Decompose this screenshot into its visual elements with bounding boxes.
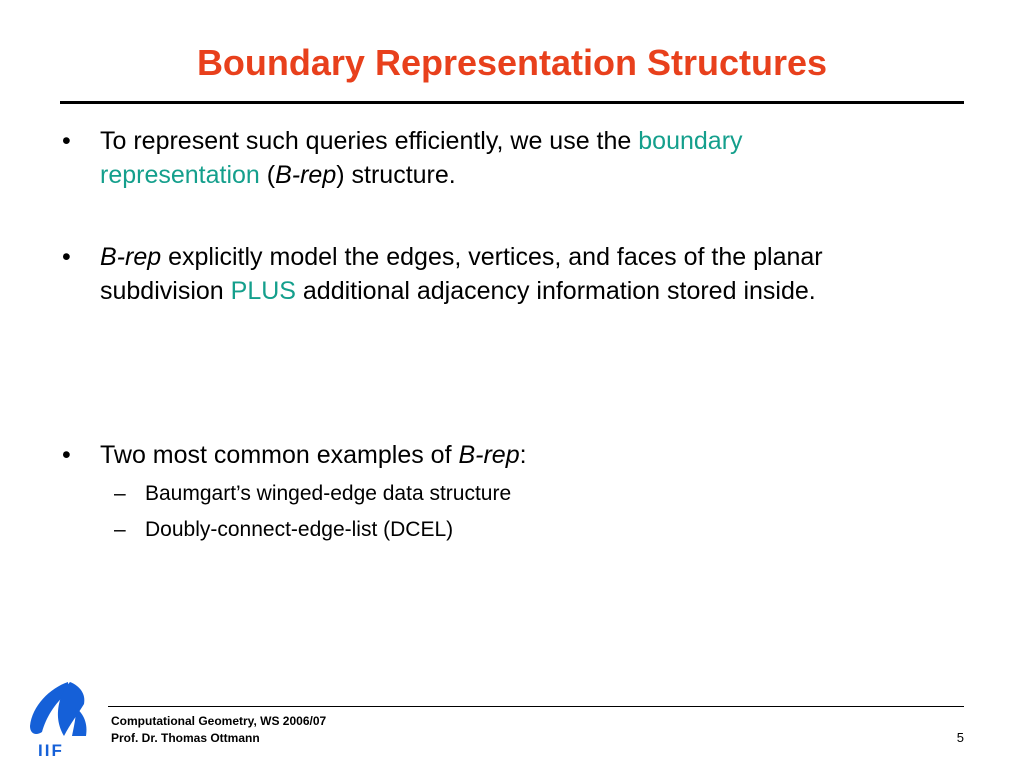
logo-text: IIF — [38, 741, 64, 758]
bullet-1-text-part: ) structure. — [336, 161, 456, 189]
page-number: 5 — [956, 730, 964, 745]
brep-term: B-rep — [100, 243, 162, 271]
bullet-marker: • — [62, 243, 71, 271]
sub-bullet-marker: – — [114, 518, 126, 541]
slide-title: Boundary Representation Structures — [196, 42, 828, 83]
sub-bullet-text: Doubly-connect-edge-list (DCEL) — [145, 518, 454, 541]
bullet-3-text-part: : — [519, 441, 527, 469]
brep-term: B-rep — [275, 161, 337, 189]
bullet-text-2 — [100, 240, 960, 308]
bullet-item-2 — [62, 240, 942, 310]
bullet-marker: • — [62, 441, 71, 469]
sub-bullet-marker: – — [114, 482, 126, 505]
bullet-item-1 — [62, 124, 942, 194]
bullet-1-text-part: ( — [259, 161, 276, 189]
bullet-marker: • — [62, 127, 71, 155]
footer-divider — [108, 706, 964, 707]
bullet-text-3 — [100, 438, 960, 472]
bullet-2-text-part: subdivision — [100, 277, 231, 305]
highlight-boundary: boundary — [638, 127, 743, 155]
sub-bullet-item-2 — [114, 516, 914, 544]
bullet-2-text-part: explicitly model the edges, vertices, and faces of the planar — [161, 243, 823, 271]
highlight-representation: representation — [100, 161, 260, 189]
sub-bullet-text: Baumgart’s winged-edge data structure — [145, 482, 512, 505]
footer-course: Computational Geometry, WS 2006/07 — [111, 714, 327, 728]
bullet-text-1 — [100, 124, 960, 192]
title-divider — [60, 101, 964, 104]
iif-logo-icon — [24, 678, 104, 758]
bullet-item-3 — [62, 438, 942, 472]
highlight-plus: PLUS — [230, 277, 296, 305]
bullet-2-text-part: additional adjacency information stored inside. — [295, 277, 816, 305]
footer-instructor: Prof. Dr. Thomas Ottmann — [111, 731, 260, 745]
bullet-3-text-part: Two most common examples of — [100, 441, 459, 469]
brep-term: B-rep — [458, 441, 520, 469]
sub-bullet-item-1 — [114, 480, 914, 508]
bullet-1-text-part: To represent such queries efficiently, we use the — [100, 127, 639, 155]
